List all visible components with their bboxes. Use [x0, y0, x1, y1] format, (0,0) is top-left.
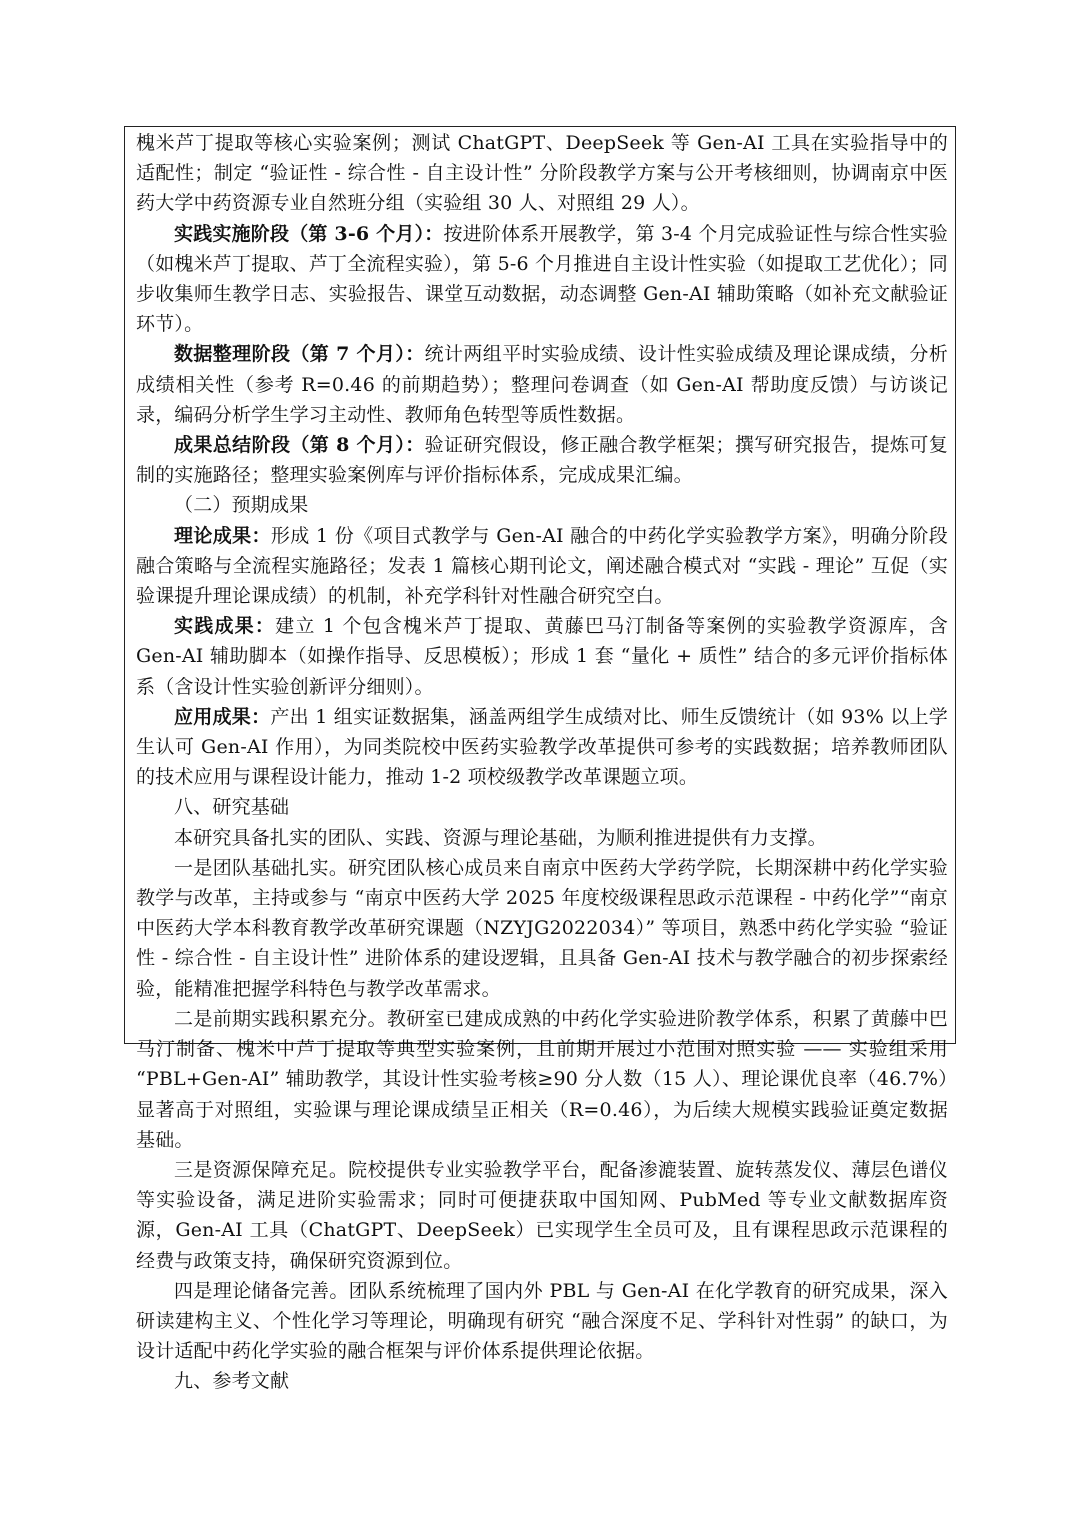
paragraph-stage-data: 数据整理阶段（第 7 个月）：统计两组平时实验成绩、设计性实验成绩及理论课成绩，分析成绩相关性（参考 R=0.46 的前期趋势）；整理问卷调查（如 Gen-AI 帮助度反馈）与访谈记录，编码分析学生学习主动性、教师角色转型等质性数据。 [136, 343, 948, 426]
paragraph-team-basis: 一是团队基础扎实。研究团队核心成员来自南京中医药大学药学院，长期深耕中药化学实验教学与改革，主持或参与 “南京中医药大学 2025 年度校级课程思政示范课程 - 中药化学”“南京中医药大学本科教育教学改革研究课题（NZYJG2022034）” 等项目，熟悉中药化学实验 “验证性 - 综合性 - 自主设计性” 进阶体系的建设逻辑，且具备 Gen-AI 技术与教学融合的初步探索经验，能精准把握学科特色与教学改革需求。 [136, 856, 948, 1000]
paragraph-stage-prep-continued: 槐米芦丁提取等核心实验案例；测试 ChatGPT、DeepSeek 等 Gen-AI 工具在实验指导中的适配性；制定 “验证性 - 综合性 - 自主设计性” 分阶段教学方案与公开考核细则，协调南京中医药大学中药资源专业自然班分组（实验组 30 人、对照组 29 人）。 [136, 132, 948, 215]
paragraph-theory-basis: 四是理论储备完善。团队系统梳理了国内外 PBL 与 Gen-AI 在化学教育的研究成果，深入研读建构主义、个性化学习等理论，明确现有研究 “融合深度不足、学科针对性弱” 的缺口，为设计适配中药化学实验的融合框架与评价体系提供理论依据。 [136, 1279, 948, 1363]
paragraph-resource-basis: 三是资源保障充足。院校提供专业实验教学平台，配备渗漉装置、旋转蒸发仪、薄层色谱仪等实验设备，满足进阶实验需求；同时可便捷获取中国知网、PubMed 等专业文献数据库资源，Gen-AI 工具（ChatGPT、DeepSeek）已实现学生全员可及，且有课程思政示范课程的经费与政策支持，确保研究资源到位。 [136, 1158, 948, 1272]
paragraph-practice-results: 实践成果：建立 1 个包含槐米芦丁提取、黄藤巴马汀制备等案例的实验教学资源库，含 Gen-AI 辅助脚本（如操作指导、反思模板）；形成 1 套 “量化 + 质性” 结合的多元评价指标体系（含设计性实验创新评分细则）。 [136, 615, 948, 698]
paragraph-practice-basis: 二是前期实践积累充分。教研室已建成成熟的中药化学实验进阶教学体系，积累了黄藤中巴马汀制备、槐米中芦丁提取等典型实验案例，且前期开展过小范围对照实验 —— 实验组采用 “PBL+Gen-AI” 辅助教学，其设计性实验考核≥90 分人数（15 人）、理论课优良率（46.7%）显著高于对照组，实验课与理论课成绩呈正相关（R=0.46），为后续大规模实践验证奠定数据基础。 [136, 1007, 948, 1151]
paragraph-stage-practice: 实践实施阶段（第 3-6 个月）：按进阶体系开展教学，第 3-4 个月完成验证性与综合性实验（如槐米芦丁提取、芦丁全流程实验），第 5-6 个月推进自主设计性实验（如提取工艺优化）；同步收集师生教学日志、实验报告、课堂互动数据，动态调整 Gen-AI 辅助策略（如补充文献验证环节）。 [136, 222, 948, 336]
section-heading-research-basis: 八、研究基础 [174, 796, 290, 819]
paragraph-stage-summary: 成果总结阶段（第 8 个月）：验证研究假设，修正融合教学框架；撰写研究报告，提炼可复制的实施路径；整理实验案例库与评价指标体系，完成成果汇编。 [136, 434, 948, 487]
paragraph-basis-intro: 本研究具备扎实的团队、实践、资源与理论基础，为顺利推进提供有力支撑。 [174, 826, 827, 849]
paragraph-application-results: 应用成果：产出 1 组实证数据集，涵盖两组学生成绩对比、师生反馈统计（如 93% 以上学生认可 Gen-AI 作用），为同类院校中医药实验教学改革提供可参考的实践数据；培养教师团队的技术应用与课程设计能力，推动 1-2 项校级教学改革课题立项。 [136, 705, 948, 789]
section-heading-expected-results: （二）预期成果 [174, 494, 309, 517]
section-heading-references: 九、参考文献 [174, 1370, 290, 1393]
paragraph-theory-results: 理论成果：形成 1 份《项目式教学与 Gen-AI 融合的中药化学实验教学方案》，明确分阶段融合策略与全流程实施路径；发表 1 篇核心期刊论文，阐述融合模式对 “实践 - 理论” 互促（实验课提升理论课成绩）的机制，补充学科针对性融合研究空白。 [136, 524, 948, 608]
document-body [136, 128, 948, 1397]
